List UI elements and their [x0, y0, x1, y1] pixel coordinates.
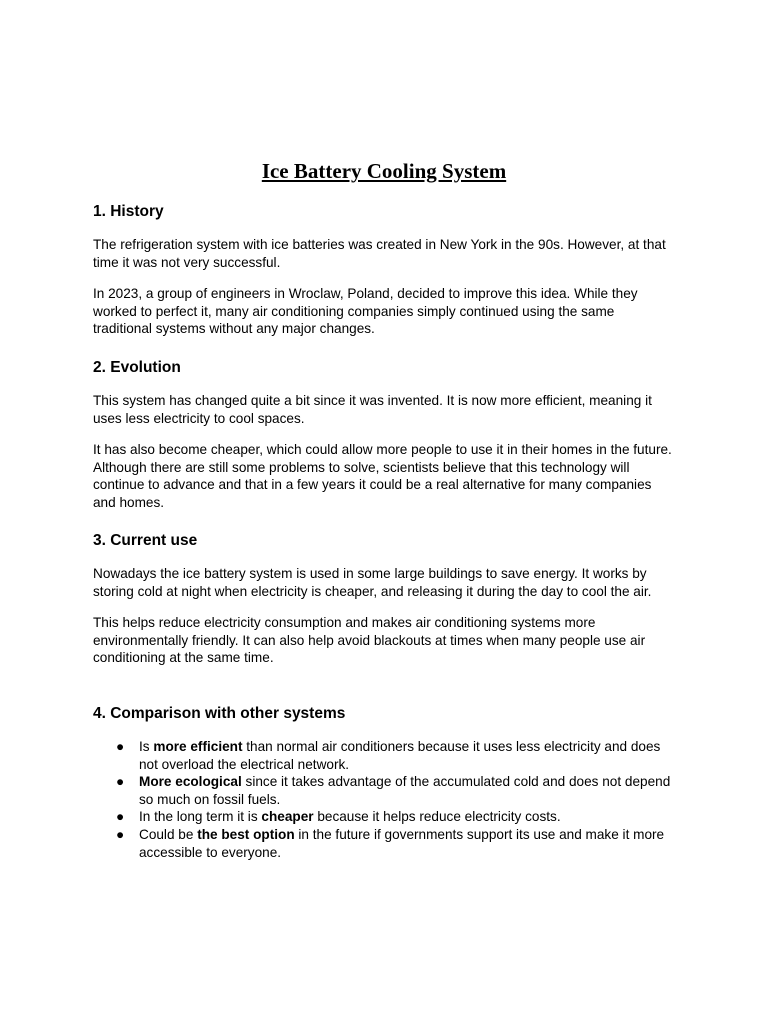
section-comparison	[93, 704, 675, 861]
section-evolution	[93, 358, 675, 512]
list-item	[93, 826, 675, 861]
paragraph: It has also become cheaper, which could allow more people to use it in their homes in the future. Although there are still some problems to solve, scientists believe that this technology will continue to advance and that in a few years it could be a real alternative for many companies and homes.	[93, 442, 672, 510]
list-item-emphasis: the best option	[197, 826, 295, 842]
section-heading: 2. Evolution	[93, 359, 181, 376]
list-item-emphasis: More ecological	[139, 774, 242, 790]
list-item-text: because it helps reduce electricity costs.	[313, 809, 561, 825]
list-item-text: since it takes advantage of the accumulated cold and does not depend so much on fossil fuels.	[139, 774, 671, 807]
list-item-emphasis: cheaper	[261, 809, 314, 825]
document-title: Ice Battery Cooling System	[261, 159, 507, 183]
list-item	[93, 738, 675, 773]
comparison-list	[93, 738, 675, 861]
section-heading: 1. History	[93, 203, 164, 220]
section-heading: 4. Comparison with other systems	[93, 705, 346, 722]
section-heading: 3. Current use	[93, 532, 198, 549]
list-item-text: in the future if governments support its use and make it more accessible to everyone.	[139, 826, 665, 860]
list-item-text: than normal air conditioners because it uses less electricity and does not overload the electrical network.	[139, 739, 661, 772]
bullet-icon: ●	[116, 739, 125, 754]
paragraph: This helps reduce electricity consumption and makes air conditioning systems more environmentally friendly. It can also help avoid blackouts at times when many people use air conditioning at the same time.	[93, 615, 646, 666]
paragraph: The refrigeration system with ice batteries was created in New York in the 90s. However, at that time it was not very successful.	[93, 237, 666, 270]
paragraph: Nowadays the ice battery system is used in some large buildings to save energy. It works by storing cold at night when electricity is cheaper, and releasing it during the day to cool the air.	[93, 566, 652, 599]
section-current-use	[93, 531, 675, 667]
list-item-text: In the long term it is	[139, 809, 262, 825]
list-item-text: Could be	[139, 826, 198, 842]
paragraph: This system has changed quite a bit since it was invented. It is now more efficient, meaning it uses less electricity to cool spaces.	[93, 393, 652, 426]
list-item-emphasis: more efficient	[153, 739, 243, 754]
bullet-icon: ●	[116, 809, 125, 825]
section-history	[93, 202, 675, 338]
bullet-icon: ●	[116, 826, 125, 842]
bullet-icon: ●	[116, 774, 125, 790]
paragraph: In 2023, a group of engineers in Wroclaw, Poland, decided to improve this idea. While they worked to perfect it, many air conditioning companies simply continued using the same traditional systems without any major changes.	[93, 286, 638, 337]
list-item	[93, 773, 675, 808]
list-item-text: Is	[139, 739, 154, 754]
list-item	[93, 808, 675, 826]
